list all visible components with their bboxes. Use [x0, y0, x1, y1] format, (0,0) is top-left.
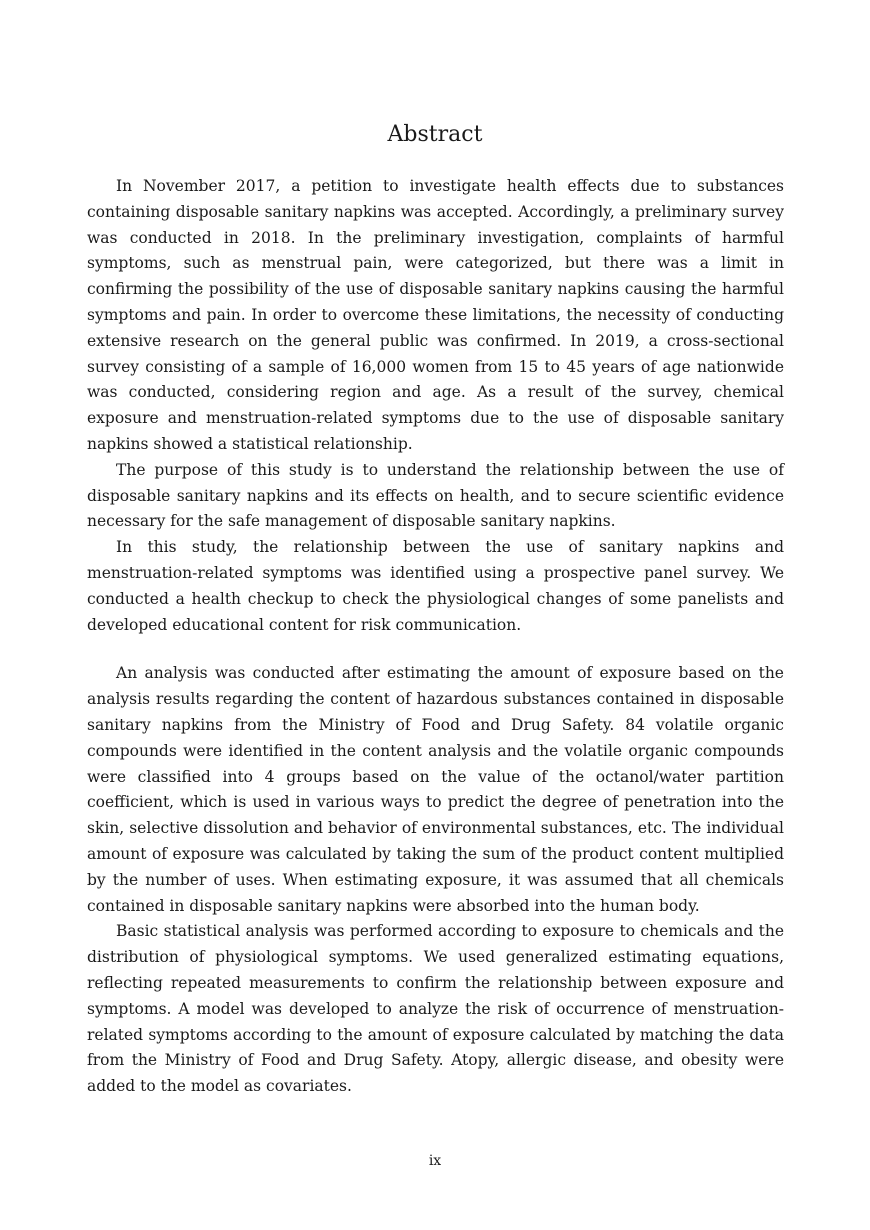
page-title: Abstract: [387, 122, 483, 147]
page-number: ix: [428, 1153, 442, 1169]
abstract-paragraph-1: In November 2017, a petition to investigate health effects due to substances containing disposable sanitary napkins was accepted. Accordingly, a preliminary survey was conducted in 2018. In the preliminary investigation, complaints of harmful symptoms, such as menstrual pain, were categorized, but there was a limit in confirming the possibility of the use of disposable sanitary napkins causing the harmful symptoms and pain. In order to overcome these limitations, the necessity of conducting extensive research on the general public was confirmed. In 2019, a cross-sectional survey consisting of a sample of 16,000 women from 15 to 45 years of age nationwide was conducted, considering region and age. As a result of the survey, chemical exposure and menstruation-related symptoms due to the use of disposable sanitary napkins showed a statistical relationship.: [87, 177, 784, 453]
abstract-body: [87, 174, 784, 1100]
abstract-paragraph-4: An analysis was conducted after estimating the amount of exposure based on the analysis results regarding the content of hazardous substances contained in disposable sanitary napkins from the Ministry of Food and Drug Safety. 84 volatile organic compounds were identified in the content analysis and the volatile organic compounds were classified into 4 groups based on the value of the octanol/water partition coefficient, which is used in various ways to predict the degree of penetration into the skin, selective dissolution and behavior of environmental substances, etc. The individual amount of exposure was calculated by taking the sum of the product content multiplied by the number of uses. When estimating exposure, it was assumed that all chemicals contained in disposable sanitary napkins were absorbed into the human body.: [87, 664, 784, 915]
abstract-paragraph-3: In this study, the relationship between the use of sanitary napkins and menstruation-related symptoms was identified using a prospective panel survey. We conducted a health checkup to check the physiological changes of some panelists and developed educational content for risk communication.: [87, 538, 784, 634]
abstract-paragraph-5: Basic statistical analysis was performed according to exposure to chemicals and the distribution of physiological symptoms. We used generalized estimating equations, reflecting repeated measurements to confirm the relationship between exposure and symptoms. A model was developed to analyze the risk of occurrence of menstruation-related symptoms according to the amount of exposure calculated by matching the data from the Ministry of Food and Drug Safety. Atopy, allergic disease, and obesity were added to the model as covariates.: [87, 922, 784, 1096]
abstract-paragraph-2: The purpose of this study is to understand the relationship between the use of disposable sanitary napkins and its effects on health, and to secure scientific evidence necessary for the safe management of disposable sanitary napkins.: [87, 460, 784, 531]
